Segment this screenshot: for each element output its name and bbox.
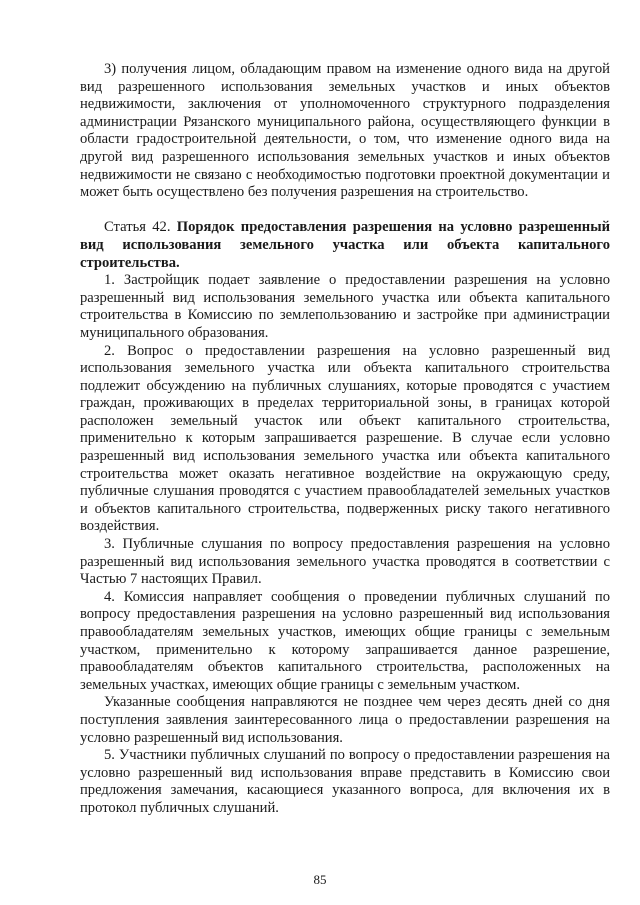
article-heading <box>80 219 610 272</box>
paragraph-4-note: Указанные сообщения направляются не позднее чем через десять дней со дня поступления заявления заинтересованного лица о предоставлении разрешения на условно разрешенный вид использования. <box>80 694 610 746</box>
article-number: Статья 42. <box>104 219 177 236</box>
paragraph-4: 4. Комиссия направляет сообщения о проведении публичных слушаний по вопросу предоставления разрешения на условно разрешенный вид использования правообладателям земельных участков, имеющих общие границы с земельным участком, применительно к которому запрашивается данное разрешение, правообладателям объектов капитального строительства, расположенных на земельных участках, имеющих общие границы с земельным участком. <box>80 588 610 693</box>
page-number: 85 <box>313 872 327 887</box>
paragraph-1: 1. Застройщик подает заявление о предоставлении разрешения на условно разрешенный вид использования земельного участка или объекта капитального строительства в Комиссию по землепользованию и застройке при администрации муниципального образования. <box>80 272 610 341</box>
document-page <box>80 61 610 818</box>
paragraph-2: 2. Вопрос о предоставлении разрешения на условно разрешенный вид использования земельного участка или объекта капитального строительства подлежит обсуждению на публичных слушаниях, которые проводятся с участием граждан, проживающих в пределах территориальной зоны, в границах которой расположен земельный участок или объект капитального строительства, применительно к которым запрашивается разрешение. В случае если условно разрешенный вид использования земельного участка или объекта капитального строительства может оказать негативное воздействие на окружающую среду, публичные слушания проводятся с участием правообладателей земельных участков и объектов капитального строительства, подверженных риску такого негативного воздействия. <box>80 342 610 535</box>
paragraph-5: 5. Участники публичных слушаний по вопросу о предоставлении разрешения на условно разрешенный вид использования вправе представить в Комиссию свои предложения замечания, касающиеся указанного вопроса, для включения их в протокол публичных слушаний. <box>80 747 610 816</box>
article-title: Порядок предоставления разрешения на условно разрешенный вид использования земельного участка или объекта капитального строительства. <box>80 219 610 271</box>
intro-paragraph: 3) получения лицом, обладающим правом на изменение одного вида на другой вид разрешенного использования земельных участков и иных объектов недвижимости, заключения от уполномоченного структурного подразделения администрации Рязанского муниципального района, осуществляющего функции в области градостроительной деятельности, о том, что изменение одного вида на другой вид разрешенного использования земельных участков и иных объектов недвижимости не связано с необходимостью подготовки проектной документации и может быть осуществлено без получения разрешения на строительство. <box>80 61 610 201</box>
paragraph-3: 3. Публичные слушания по вопросу предоставления разрешения на условно разрешенный вид использования земельного участка проводятся в соответствии с Частью 7 настоящих Правил. <box>80 536 610 588</box>
